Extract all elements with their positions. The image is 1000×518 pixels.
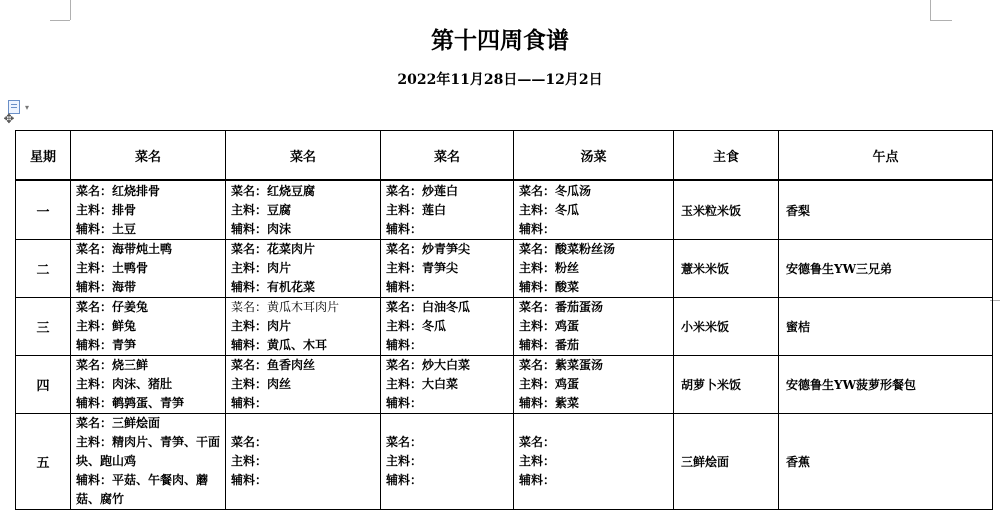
snack-text: 香梨 [786, 203, 811, 218]
crop-mark-left-vertical [70, 0, 71, 20]
dish-side-ingredient: 辅料： [231, 473, 268, 487]
dish-main-ingredient: 主料： [519, 454, 556, 468]
snack-cell [779, 414, 993, 510]
snack-cell [779, 356, 993, 414]
dish-side-ingredient: 辅料： [386, 280, 423, 294]
dish-side-ingredient: 辅料：平菇、午餐肉、蘑菇、腐竹 [76, 473, 209, 506]
soup-cell [514, 298, 674, 356]
chevron-down-icon[interactable]: ▾ [25, 103, 30, 112]
dish-cell [71, 356, 226, 414]
snack-cell [779, 240, 993, 298]
staple-cell [674, 414, 779, 510]
dish-side-ingredient: 辅料：黄瓜、木耳 [231, 338, 328, 352]
dish-cell [381, 180, 514, 240]
dish-main-ingredient: 主料： [231, 454, 268, 468]
header-row [16, 131, 993, 181]
dish-name: 菜名：番茄蛋汤 [519, 300, 604, 314]
dish-side-ingredient: 辅料： [386, 473, 423, 487]
dish-name: 菜名：仔姜兔 [76, 300, 149, 314]
dish-main-ingredient: 主料：肉沫、猪肚 [76, 377, 173, 391]
table-row [16, 414, 993, 510]
soup-cell [514, 356, 674, 414]
header-dish-1: 菜名 [71, 131, 226, 181]
dish-side-ingredient: 辅料： [231, 396, 268, 410]
soup-cell [514, 414, 674, 510]
snack-cell [779, 180, 993, 240]
dish-main-ingredient: 主料：肉片 [231, 261, 292, 275]
table-row [16, 356, 993, 414]
dish-cell [381, 356, 514, 414]
dish-side-ingredient: 辅料： [386, 396, 423, 410]
dish-side-ingredient: 辅料：青笋 [76, 338, 137, 352]
dish-cell [381, 414, 514, 510]
dish-name: 菜名：花菜肉片 [231, 242, 316, 256]
staple-text: 玉米粒米饭 [681, 203, 742, 218]
dish-side-ingredient: 辅料： [386, 338, 423, 352]
dish-side-ingredient: 辅料：番茄 [519, 338, 580, 352]
dish-cell [71, 298, 226, 356]
header-staple: 主食 [674, 131, 779, 181]
dish-main-ingredient: 主料：精肉片、青笋、干面块、跑山鸡 [76, 435, 221, 468]
dish-side-ingredient: 辅料： [519, 221, 556, 236]
dish-main-ingredient: 主料：鸡蛋 [519, 377, 580, 391]
weekday-cell: 五 [16, 414, 71, 510]
dish-name: 菜名： [519, 435, 556, 449]
header-dish-3: 菜名 [381, 131, 514, 181]
dish-side-ingredient: 辅料： [386, 221, 423, 236]
page-title: 第十四周食谱 [431, 27, 569, 54]
dish-side-ingredient: 辅料：酸菜 [519, 280, 580, 294]
dish-cell [226, 298, 381, 356]
dish-main-ingredient: 主料：鲜兔 [76, 319, 137, 333]
header-dish-2: 菜名 [226, 131, 381, 181]
dish-side-ingredient: 辅料：海带 [76, 280, 137, 294]
table-move-handle-icon[interactable]: ✥ [3, 112, 15, 127]
dish-main-ingredient: 主料：肉丝 [231, 377, 292, 391]
dish-cell [71, 180, 226, 240]
dish-side-ingredient: 辅料：土豆 [76, 221, 137, 236]
staple-cell [674, 240, 779, 298]
menu-table [15, 130, 993, 510]
staple-text: 小米米饭 [681, 320, 730, 334]
dish-name: 菜名：烧三鲜 [76, 358, 149, 372]
dish-main-ingredient: 主料：肉片 [231, 319, 292, 333]
dish-main-ingredient: 主料：鸡蛋 [519, 319, 580, 333]
dish-cell [226, 356, 381, 414]
dish-cell [226, 180, 381, 240]
dish-main-ingredient: 主料：冬瓜 [386, 319, 447, 333]
dish-main-ingredient: 主料：大白菜 [386, 377, 459, 391]
dish-side-ingredient: 辅料：紫菜 [519, 396, 580, 410]
snack-cell [779, 298, 993, 356]
staple-cell [674, 298, 779, 356]
dish-side-ingredient: 辅料：鹌鹑蛋、青笋 [76, 396, 185, 410]
staple-cell [674, 356, 779, 414]
date-range: 2022年11月28日——12月2日 [397, 72, 603, 88]
dish-name: 菜名：红烧排骨 [76, 183, 161, 198]
staple-cell [674, 180, 779, 240]
crop-mark-right-vertical [930, 0, 931, 20]
snack-text: 安德鲁生YW菠萝形餐包 [786, 378, 917, 392]
table-row [16, 180, 993, 240]
dish-main-ingredient: 主料：排骨 [76, 202, 137, 217]
dish-name: 菜名：鱼香肉丝 [231, 358, 316, 372]
table-row [16, 298, 993, 356]
dish-name: 菜名：炒莲白 [386, 183, 459, 198]
soup-cell [514, 240, 674, 298]
dish-main-ingredient: 主料：冬瓜 [519, 202, 580, 217]
crop-mark-right-horizontal [930, 20, 952, 21]
staple-text: 胡萝卜米饭 [681, 378, 742, 392]
dish-name: 菜名：三鲜烩面 [76, 416, 161, 430]
dish-main-ingredient: 主料：青笋尖 [386, 261, 459, 275]
dish-side-ingredient: 辅料：肉沫 [231, 221, 292, 236]
dish-cell [381, 240, 514, 298]
crop-mark-left-horizontal [50, 20, 70, 21]
staple-text: 薏米米饭 [681, 262, 730, 276]
dish-main-ingredient: 主料：土鸭骨 [76, 261, 149, 275]
dish-name: 菜名：紫菜蛋汤 [519, 358, 604, 372]
weekday-cell: 二 [16, 240, 71, 298]
header-soup: 汤菜 [514, 131, 674, 181]
dish-name: 菜名：酸菜粉丝汤 [519, 242, 616, 256]
dish-side-ingredient: 辅料： [519, 473, 556, 487]
staple-text: 三鲜烩面 [681, 455, 730, 469]
snack-text: 安德鲁生YW三兄弟 [786, 262, 893, 276]
dish-cell [226, 414, 381, 510]
dish-name: 菜名：白油冬瓜 [386, 300, 471, 314]
dish-name: 菜名：红烧豆腐 [231, 183, 316, 198]
dish-main-ingredient: 主料：莲白 [386, 202, 447, 217]
dish-cell [71, 414, 226, 510]
soup-cell [514, 180, 674, 240]
dish-name: 菜名： [231, 435, 268, 449]
weekday-cell: 三 [16, 298, 71, 356]
snack-text: 香蕉 [786, 455, 811, 469]
weekday-cell: 一 [16, 180, 71, 240]
dish-side-ingredient: 辅料：有机花菜 [231, 280, 316, 294]
snack-text: 蜜桔 [786, 320, 811, 334]
dish-name: 菜名：炒大白菜 [386, 358, 471, 372]
dish-name: 菜名：炒青笋尖 [386, 242, 471, 256]
dish-name: 菜名： [386, 435, 423, 449]
table-row [16, 240, 993, 298]
header-snack: 午点 [779, 131, 993, 181]
dish-main-ingredient: 主料：豆腐 [231, 202, 292, 217]
dish-main-ingredient: 主料： [386, 454, 423, 468]
dish-name: 菜名：海带炖土鸭 [76, 242, 173, 256]
weekday-cell: 四 [16, 356, 71, 414]
header-weekday: 星期 [16, 131, 71, 181]
dish-cell [71, 240, 226, 298]
dish-name: 菜名：黄瓜木耳肉片 [231, 300, 340, 314]
dish-cell [381, 298, 514, 356]
dish-main-ingredient: 主料：粉丝 [519, 261, 580, 275]
dish-cell [226, 240, 381, 298]
dish-name: 菜名：冬瓜汤 [519, 183, 592, 198]
